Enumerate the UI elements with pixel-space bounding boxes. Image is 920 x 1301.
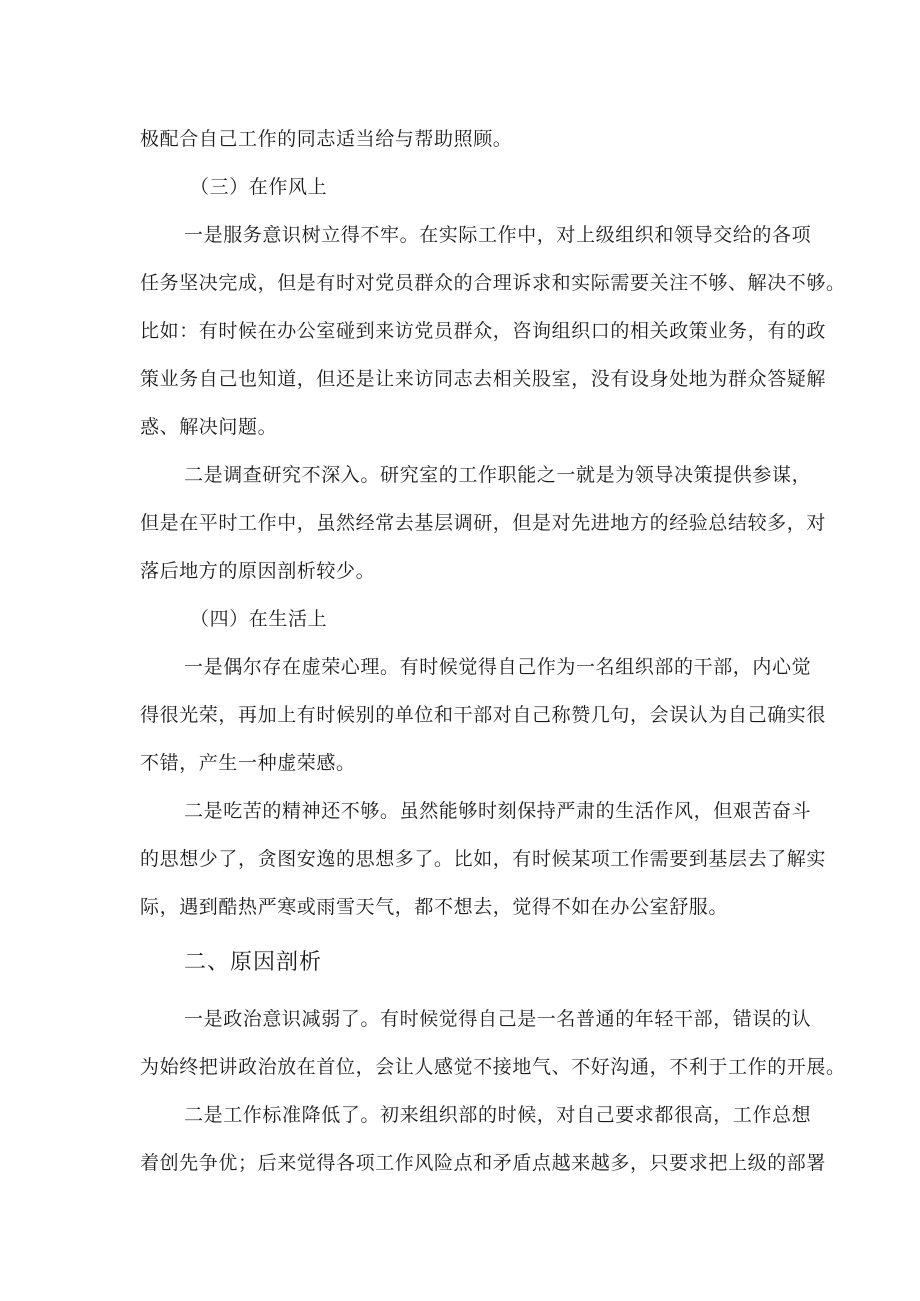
paragraph-line: 为始终把讲政治放在首位，会让人感觉不接地气、不好沟通，不利于工作的开展。 [140, 1056, 846, 1078]
subsection-heading: （三）在作风上 [190, 176, 328, 198]
subsection-heading: （四）在生活上 [190, 608, 328, 630]
paragraph-line: 一是政治意识减弱了。有时候觉得自己是一名普通的年轻干部，错误的认 [184, 1008, 812, 1030]
paragraph-line: 二是吃苦的精神还不够。虽然能够时刻保持严肃的生活作风，但艰苦奋斗 [184, 800, 812, 822]
paragraph-line: 一是服务意识树立得不牢。在实际工作中，对上级组织和领导交给的各项 [184, 224, 812, 246]
paragraph-line: 策业务自己也知道，但还是让来访同志去相关股室，没有设身处地为群众答疑解 [140, 368, 827, 390]
paragraph-line: 但是在平时工作中，虽然经常去基层调研，但是对先进地方的经验总结较多，对 [140, 512, 827, 534]
paragraph-line: 比如：有时候在办公室碰到来访党员群众，咨询组织口的相关政策业务，有的政 [140, 320, 827, 342]
paragraph-line: 二是调查研究不深入。研究室的工作职能之一就是为领导决策提供参谋， [184, 464, 812, 486]
paragraph-line: 一是偶尔存在虚荣心理。有时候觉得自己作为一名组织部的干部，内心觉 [184, 656, 812, 678]
paragraph-line: 的思想少了，贪图安逸的思想多了。比如，有时候某项工作需要到基层去了解实 [140, 848, 827, 870]
paragraph-line: 二是工作标准降低了。初来组织部的时候，对自己要求都很高，工作总想 [184, 1104, 812, 1126]
paragraph-line: 落后地方的原因剖析较少。 [140, 560, 376, 582]
paragraph-line: 极配合自己工作的同志适当给与帮助照顾。 [140, 128, 513, 150]
section-heading: 二、原因剖析 [184, 950, 323, 975]
paragraph-line: 着创先争优；后来觉得各项工作风险点和矛盾点越来越多，只要求把上级的部署 [140, 1152, 827, 1174]
paragraph-line: 惑、解决问题。 [140, 416, 278, 438]
paragraph-line: 不错，产生一种虚荣感。 [140, 752, 356, 774]
paragraph-line: 任务坚决完成，但是有时对党员群众的合理诉求和实际需要关注不够、解决不够。 [140, 272, 846, 294]
paragraph-line: 际，遇到酷热严寒或雨雪天气，都不想去，觉得不如在办公室舒服。 [140, 896, 729, 918]
paragraph-line: 得很光荣，再加上有时候别的单位和干部对自己称赞几句，会误认为自己确实很 [140, 704, 827, 726]
